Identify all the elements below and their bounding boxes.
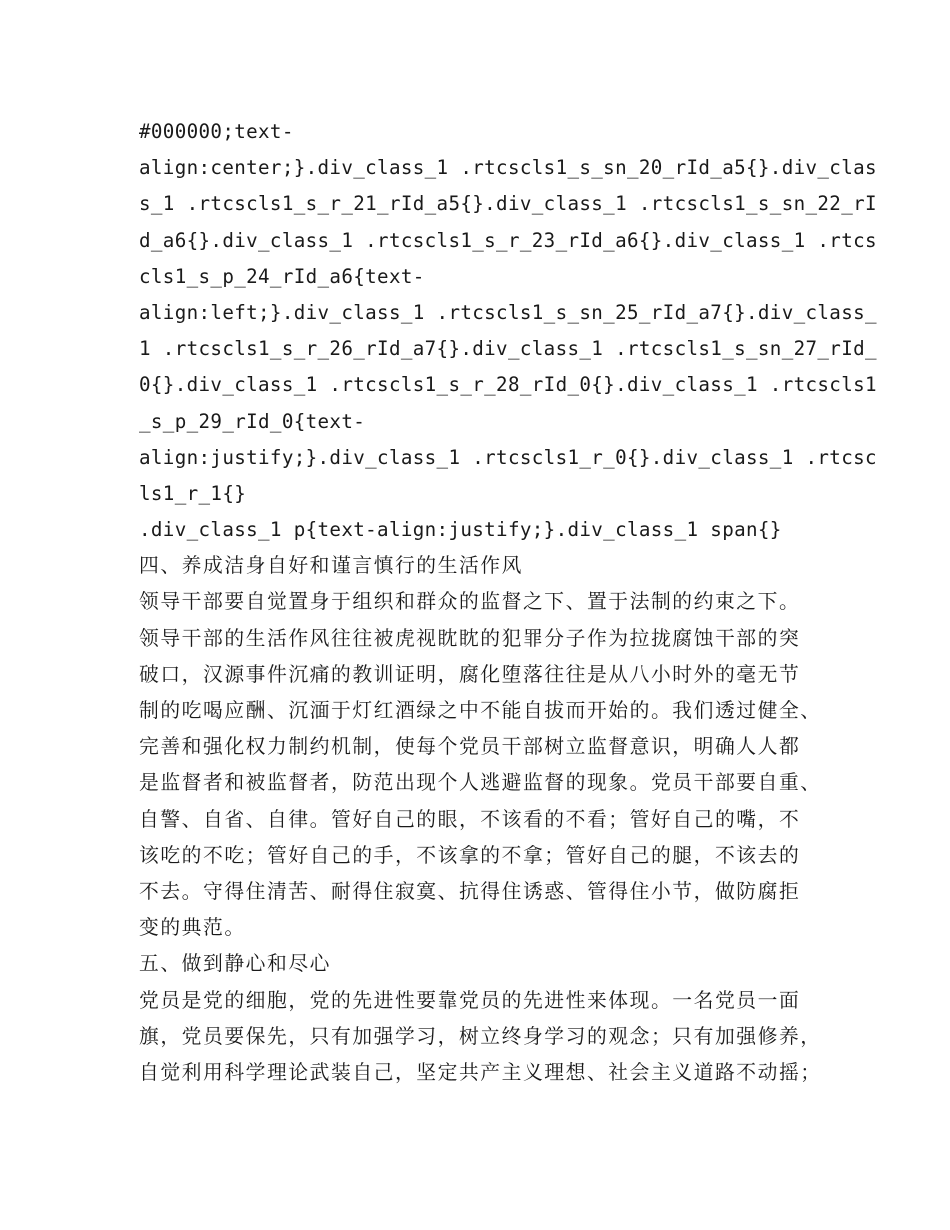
css-code-line: align:center;}.div_class_1 .rtcscls1_s_sn_20_rId_a5{}.div_clas [139,156,877,180]
section-heading: 五、做到静心和尽心 [139,952,331,976]
css-code-line: align:left;}.div_class_1 .rtcscls1_s_sn_25_rId_a7{}.div_class_ [139,300,877,324]
paragraph-line: 领导干部要自觉置身于组织和群众的监督之下、置于法制的约束之下。 [139,590,801,614]
css-code-line: align:justify;}.div_class_1 .rtcscls1_r_0{}.div_class_1 .rtcsc [139,445,877,469]
css-code-line: 1 .rtcscls1_s_r_26_rId_a7{}.div_class_1 .rtcscls1_s_sn_27_rId_ [139,337,877,361]
paragraph-line: 变的典范。 [139,916,246,940]
css-code-line: ls1_r_1{} [139,481,247,505]
paragraph-line: 不去。守得住清苦、耐得住寂寞、抗得住诱惑、管得住小节，做防腐拒 [139,879,801,903]
paragraph-line: 制的吃喝应酬、沉湎于灯红酒绿之中不能自拔而开始的。我们透过健全、 [139,699,822,722]
document-body [139,114,877,1091]
css-code-line: 0{}.div_class_1 .rtcscls1_s_r_28_rId_0{}.div_class_1 .rtcscls1 [139,373,877,397]
css-code-line: d_a6{}.div_class_1 .rtcscls1_s_r_23_rId_a6{}.div_class_1 .rtcs [139,228,877,252]
paragraph-line: 自觉利用科学理论武装自己，坚定共产主义理想、社会主义道路不动摇； [139,1060,822,1084]
css-code-line: .div_class_1 p{text-align:justify;}.div_class_1 span{} [139,518,782,542]
paragraph-line: 该吃的不吃；管好自己的手，不该拿的不拿；管好自己的腿，不该去的 [139,843,801,867]
paragraph-line: 自警、自省、自律。管好自己的眼，不该看的不看；管好自己的嘴，不 [139,807,801,831]
paragraph-line: 党员是党的细胞，党的先进性要靠党员的先进性来体现。一名党员一面 [139,988,801,1012]
paragraph-line: 是监督者和被监督者，防范出现个人逃避监督的现象。党员干部要自重、 [139,771,822,795]
css-code-line: cls1_s_p_24_rId_a6{text- [139,264,425,288]
css-code-line: _s_p_29_rId_0{text- [139,409,366,433]
paragraph-line: 旗，党员要保先，只有加强学习，树立终身学习的观念；只有加强修养， [139,1024,822,1048]
css-code-line: #000000;text- [139,120,294,143]
paragraph-line: 领导干部的生活作风往往被虎视眈眈的犯罪分子作为拉拢腐蚀干部的突 [139,626,801,650]
paragraph-line: 完善和强化权力制约机制，使每个党员干部树立监督意识，明确人人都 [139,735,801,759]
section-heading: 四、养成洁身自好和谨言慎行的生活作风 [139,554,523,578]
css-code-line: s_1 .rtcscls1_s_r_21_rId_a5{}.div_class_1 .rtcscls1_s_sn_22_rI [139,192,877,216]
paragraph-line: 破口，汉源事件沉痛的教训证明，腐化堕落往往是从八小时外的毫无节 [139,662,801,686]
